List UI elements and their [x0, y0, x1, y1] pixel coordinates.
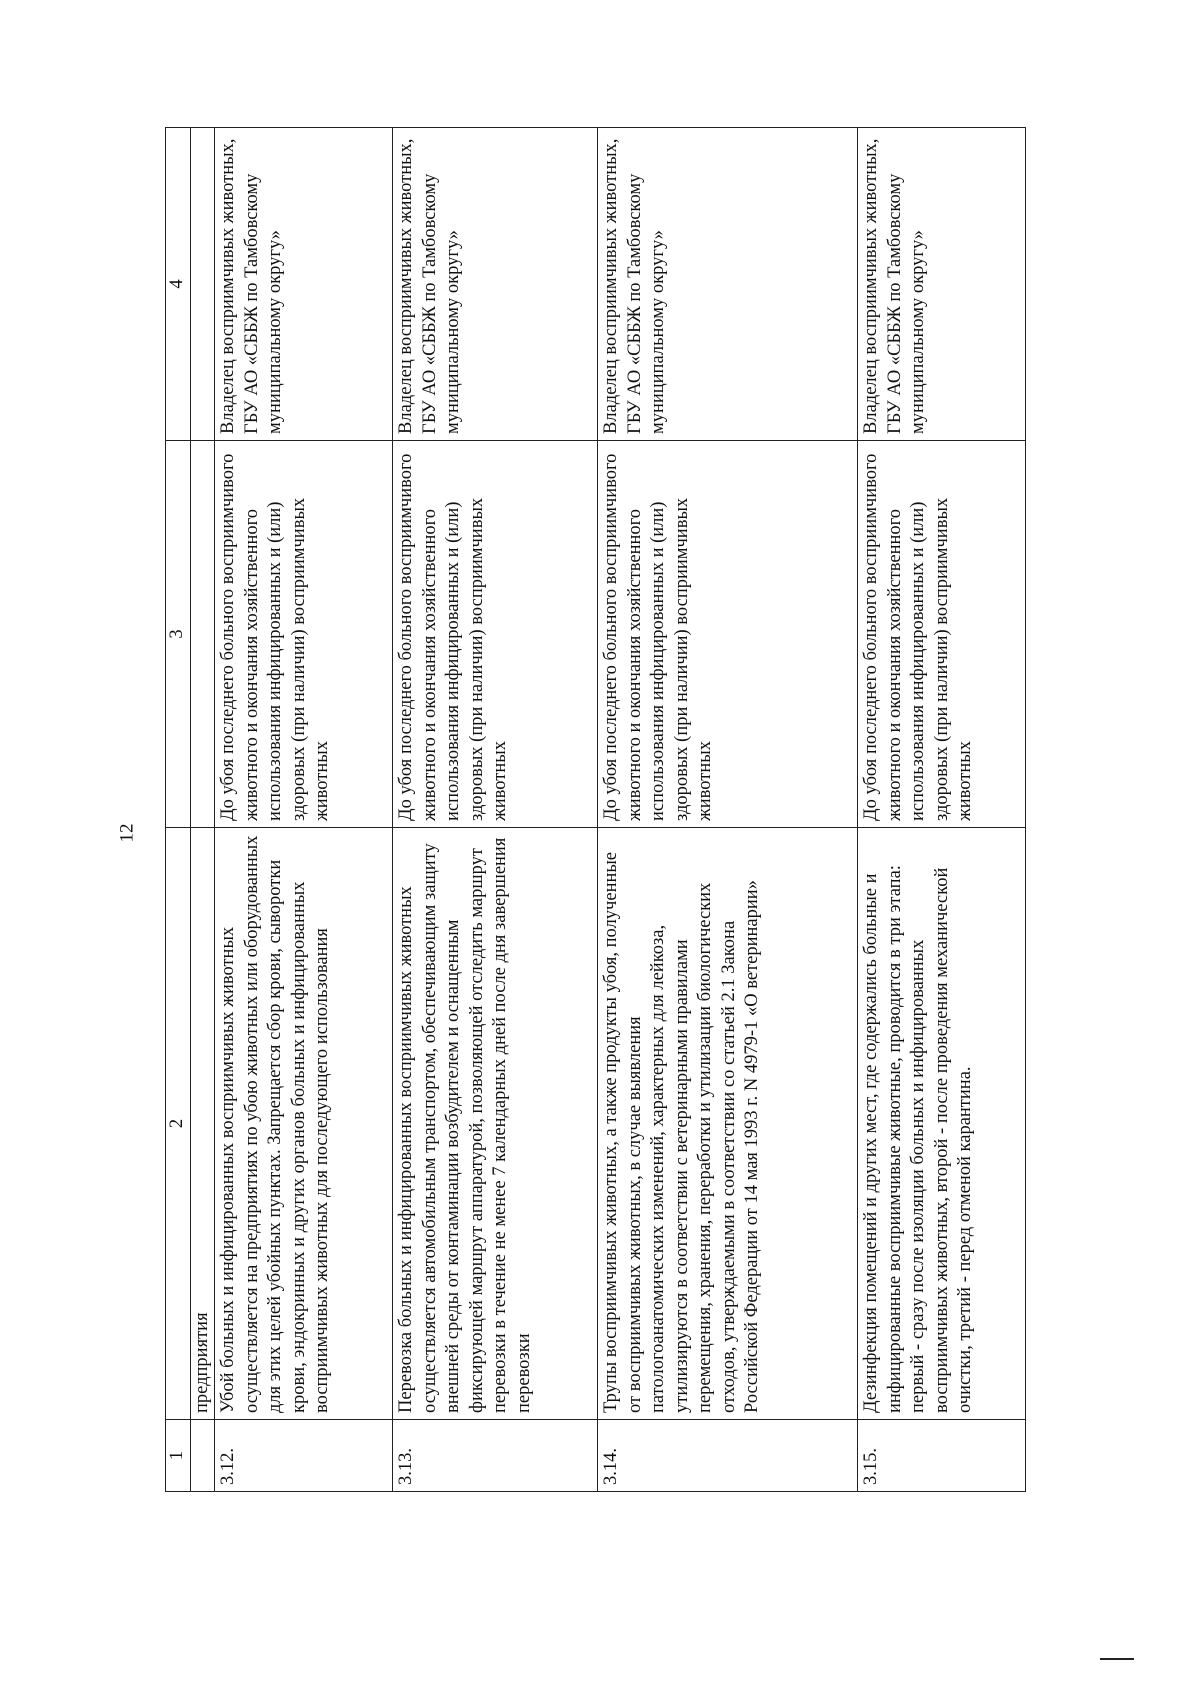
header-col-1: 1	[166, 1420, 191, 1492]
continuation-num-cell	[191, 1420, 215, 1492]
row-measure: Перевозка больных и инфицированных восприимчивых животных осуществляется автомобильным транспортом, обеспечивающим защиту внешней среды от контаминации возбудителем и оснащенным фиксирующей маршрут аппаратурой, позволяющей отследить маршрут перевозки в течение не менее 7 календарных дней после дня завершения перевозки	[393, 828, 598, 1420]
page-number: 12	[116, 823, 138, 843]
header-col-4: 4	[166, 128, 191, 441]
table-row	[598, 128, 858, 1492]
rotated-table-container	[165, 128, 1199, 1492]
header-col-3: 3	[166, 441, 191, 828]
row-responsible: Владелец восприимчивых животных, ГБУ АО «СББЖ по Тамбовскому муниципальному округу»	[858, 128, 1026, 441]
continuation-text: предприятия	[191, 828, 215, 1420]
row-responsible: Владелец восприимчивых животных, ГБУ АО «СББЖ по Тамбовскому муниципальному округу»	[215, 128, 393, 441]
table-row	[858, 128, 1026, 1492]
footer-dash	[1100, 1658, 1134, 1660]
continuation-row	[191, 128, 215, 1492]
row-term: До убоя последнего больного восприимчивого животного и окончания хозяйственного использования инфицированных и (или) здоровых (при наличии) восприимчивых животных	[598, 441, 858, 828]
table-row	[393, 128, 598, 1492]
row-term: До убоя последнего больного восприимчивого животного и окончания хозяйственного использования инфицированных и (или) здоровых (при наличии) восприимчивых животных	[858, 441, 1026, 828]
table-row	[215, 128, 393, 1492]
header-col-2: 2	[166, 828, 191, 1420]
row-term: До убоя последнего больного восприимчивого животного и окончания хозяйственного использования инфицированных и (или) здоровых (при наличии) восприимчивых животных	[215, 441, 393, 828]
measures-table	[165, 127, 1026, 1492]
continuation-term-cell	[191, 441, 215, 828]
table-header-row	[166, 128, 191, 1492]
row-responsible: Владелец восприимчивых животных, ГБУ АО «СББЖ по Тамбовскому муниципальному округу»	[393, 128, 598, 441]
row-number: 3.15.	[858, 1420, 1026, 1492]
continuation-resp-cell	[191, 128, 215, 441]
row-responsible: Владелец восприимчивых животных, ГБУ АО «СББЖ по Тамбовскому муниципальному округу»	[598, 128, 858, 441]
row-number: 3.13.	[393, 1420, 598, 1492]
row-number: 3.14.	[598, 1420, 858, 1492]
row-measure: Трупы восприимчивых животных, а также продукты убоя, полученные от восприимчивых животных, в случае выявления патологоанатомических изменений, характерных для лейкоза, утилизируются в соответствии с ветеринарными правилами перемещения, хранения, переработки и утилизации биологических отходов, утверждаемыми в соответствии со статьей 2.1 Закона Российской Федерации от 14 мая 1993 г. N 4979-1 «О ветеринарии»	[598, 828, 858, 1420]
row-measure: Дезинфекция помещений и других мест, где содержались больные и инфицированные восприимчивые животные, проводится в три этапа: первый - сразу после изоляции больных и инфицированных восприимчивых животных, второй - после проведения механической очистки, третий - перед отменой карантина.	[858, 828, 1026, 1420]
row-number: 3.12.	[215, 1420, 393, 1492]
row-measure: Убой больных и инфицированных восприимчивых животных осуществляется на предприятиях по убою животных или оборудованных для этих целей убойных пунктах. Запрещается сбор крови, сыворотки крови, эндокринных и других органов больных и инфицированных восприимчивых животных для последующего использования	[215, 828, 393, 1420]
row-term: До убоя последнего больного восприимчивого животного и окончания хозяйственного использования инфицированных и (или) здоровых (при наличии) восприимчивых животных	[393, 441, 598, 828]
